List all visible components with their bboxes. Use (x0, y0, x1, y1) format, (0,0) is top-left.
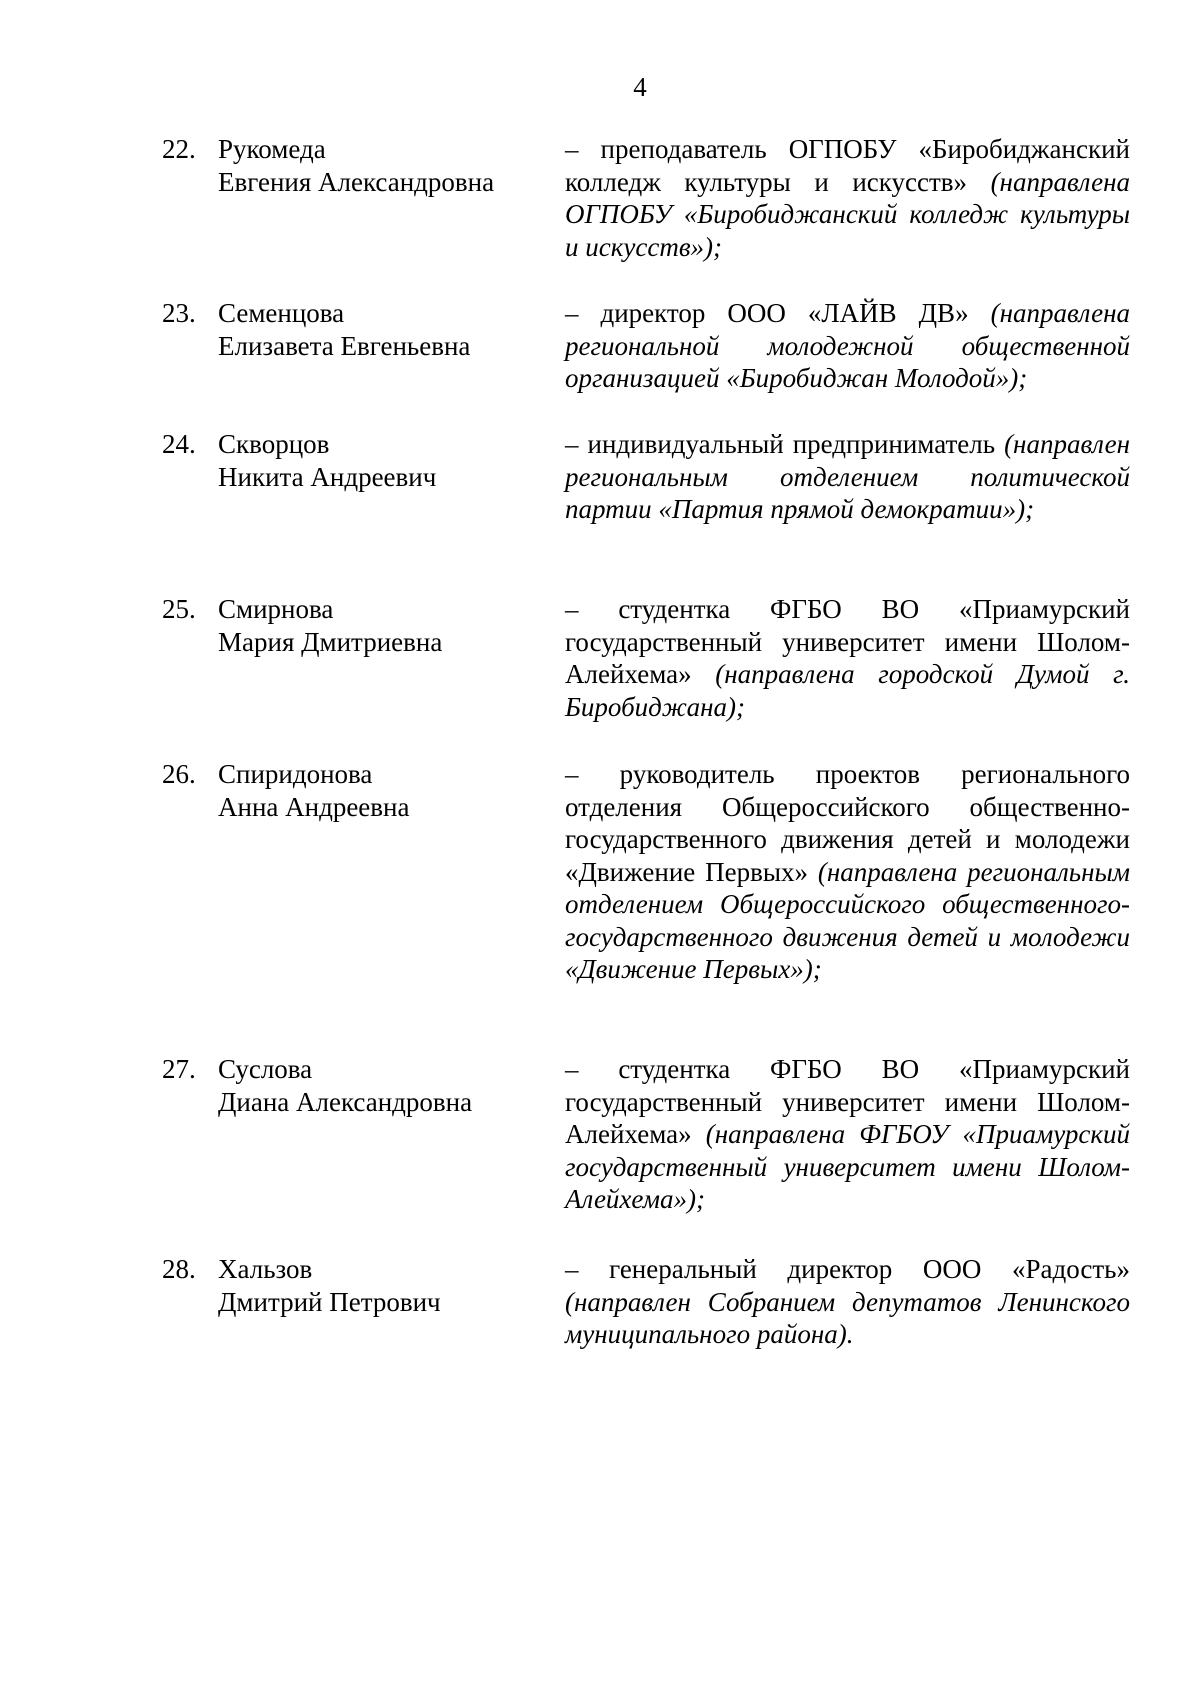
page-number: 4 (633, 72, 647, 102)
surname: Хальзов (218, 1254, 313, 1284)
item-number: 26. (162, 759, 196, 789)
nomination-text: (направлена региональным отделением Общероссийского общественного-государственного движения детей и молодежи «Движение Первых»); (565, 856, 1130, 984)
nomination-text: (направлена городской Думой г. Биробиджана); (565, 659, 1131, 722)
person-name (218, 428, 518, 493)
given-names: Евгения Александровна (218, 166, 495, 197)
person-name (218, 758, 518, 823)
role-text: – руководитель проектов регионального отделения Общероссийского общественно-государственного движения детей и молодежи «Движение Первых» (565, 759, 1130, 887)
nomination-text: (направлен Собранием депутатов Ленинского муниципального района). (565, 1286, 1130, 1349)
nomination-text: (направлена ФГБОУ «Приамурский государственный университет имени Шолом-Алейхема»); (565, 1119, 1131, 1214)
person-name (218, 297, 518, 362)
item-number: 28. (162, 1254, 196, 1284)
surname: Смирнова (218, 594, 334, 624)
surname: Спиридонова (218, 759, 373, 789)
given-names: Диана Александровна (218, 1086, 473, 1117)
surname: Рукомеда (218, 134, 326, 164)
given-names: Дмитрий Петрович (218, 1286, 441, 1317)
position-description (565, 1053, 1130, 1216)
nomination-text: (направлена ОГПОБУ «Биробиджанский колледж культуры и искусств»); (565, 166, 1130, 262)
given-names: Никита Андреевич (218, 461, 437, 492)
given-names: Мария Дмитриевна (218, 626, 443, 657)
surname: Скворцов (218, 429, 330, 459)
position-description (565, 1253, 1130, 1351)
person-name (218, 1253, 518, 1318)
role-text: – директор ООО «ЛАЙВ ДВ» (565, 298, 969, 328)
position-description (565, 593, 1130, 723)
person-name (218, 1053, 518, 1118)
surname: Семенцова (218, 298, 345, 328)
item-number: 23. (162, 298, 196, 328)
position-description (565, 758, 1130, 986)
item-number: 25. (162, 594, 196, 624)
position-description (565, 133, 1130, 263)
person-name (218, 133, 518, 198)
nomination-text: (направлен региональным отделением политической партии «Партия прямой демократии»); (565, 429, 1130, 524)
given-names: Елизавета Евгеньевна (218, 330, 471, 361)
nomination-text: (направлена региональной молодежной общественной организацией «Биробиджан Молодой»); (565, 298, 1131, 393)
role-text: – индивидуальный предприниматель (565, 429, 996, 459)
surname: Суслова (218, 1054, 313, 1084)
person-name (218, 593, 518, 658)
role-text: – студентка ФГБО ВО «Приамурский государственный университет имени Шолом-Алейхема» (565, 1054, 1130, 1149)
position-description (565, 428, 1130, 526)
role-text: – студентка ФГБО ВО «Приамурский государственный университет имени Шолом-Алейхема» (565, 594, 1130, 689)
item-number: 22. (162, 134, 196, 164)
position-description (565, 297, 1130, 395)
role-text: – преподаватель ОГПОБУ «Биробиджанский колледж культуры и искусств» (565, 134, 1130, 197)
given-names: Анна Андреевна (218, 791, 410, 822)
item-number: 24. (162, 429, 196, 459)
role-text: – генеральный директор ООО «Радость» (565, 1254, 1130, 1284)
item-number: 27. (162, 1054, 196, 1084)
